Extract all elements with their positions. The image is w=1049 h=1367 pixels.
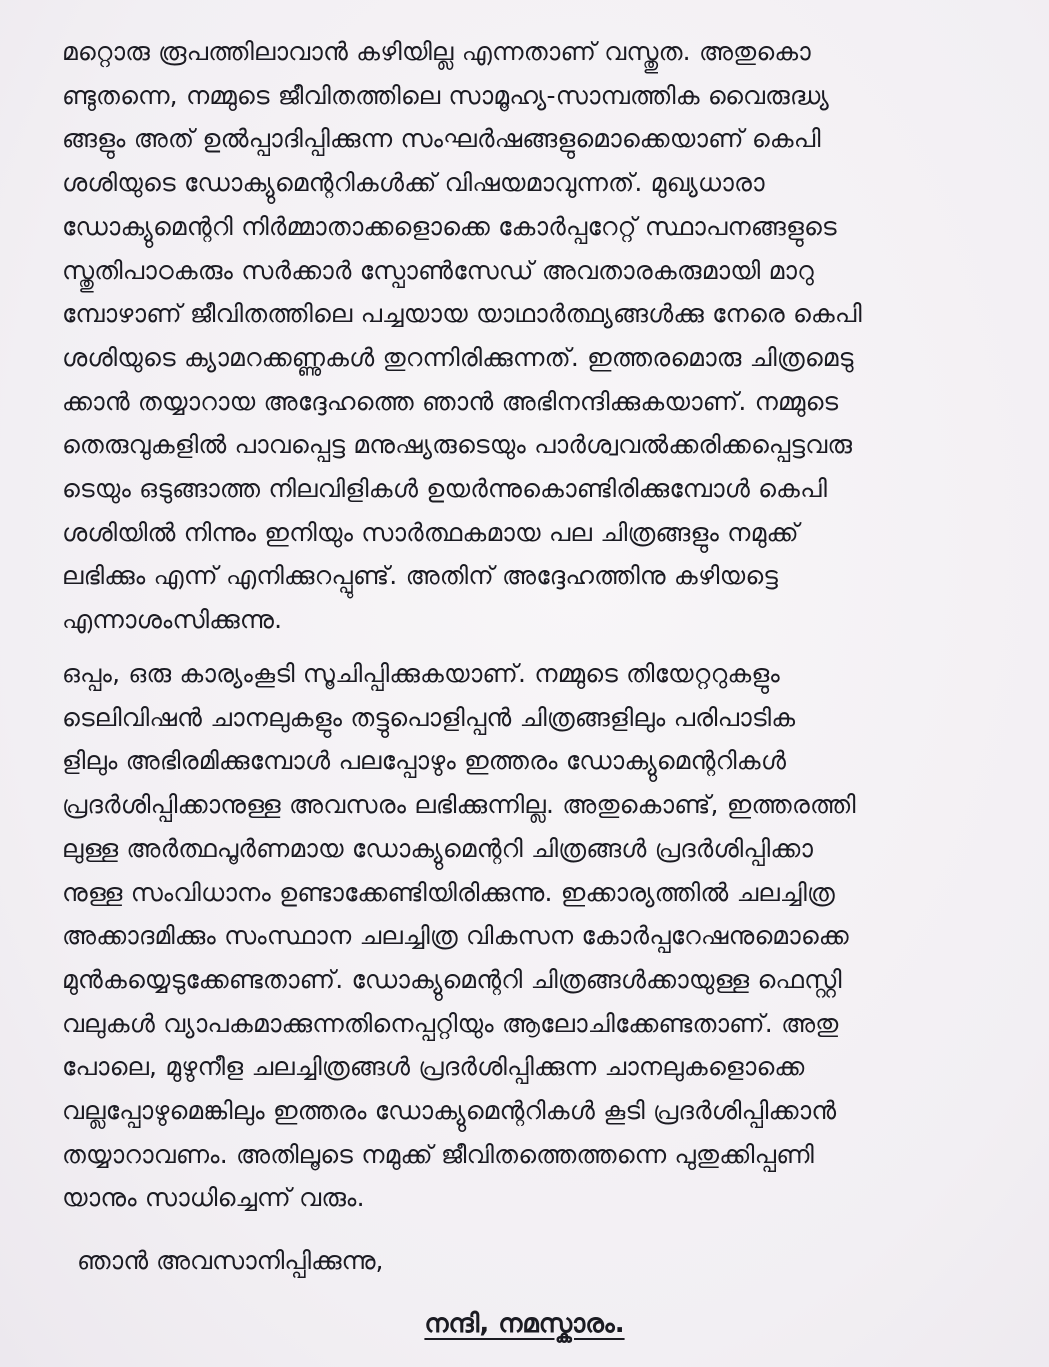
text-line: യാനും സാധിച്ചെന്ന് വരും. — [62, 1183, 365, 1213]
text-line: ഡോക്യുമെന്ററി നിർമ്മാതാക്കളൊക്കെ കോർപ്പറേറ്റ് സ്ഥാപനങ്ങളുടെ — [62, 211, 837, 241]
text-line: ളിലും അഭിരമിക്കുമ്പോൾ പലപ്പോഴും ഇത്തരം ഡോക്യുമെന്ററികൾ — [62, 746, 787, 776]
text-line: തയ്യാറാവണം. അതിലൂടെ നമുക്ക് ജീവിതത്തെത്തന്നെ പുതുക്കിപ്പണി — [62, 1139, 815, 1169]
text-line: ഒപ്പം, ഒരു കാര്യംകൂടി സൂചിപ്പിക്കുകയാണ്. നമ്മുടെ തിയേറ്ററുകളും — [62, 659, 780, 688]
text-line: ണ്ടുതന്നെ, നമ്മുടെ ജീവിതത്തിലെ സാമൂഹ്യ-സാമ്പത്തിക വൈരുദ്ധ്യ — [62, 80, 829, 110]
text-line: വലുകൾ വ്യാപകമാക്കുന്നതിനെപ്പറ്റിയും ആലോചിക്കേണ്ടതാണ്. അതു — [62, 1008, 839, 1038]
text-line: മുൻകയ്യെടുക്കേണ്ടതാണ്. ഡോക്യുമെന്ററി ചിത്രങ്ങൾക്കായുള്ള ഫെസ്റ്റി — [62, 964, 842, 994]
signoff-container — [0, 1306, 1049, 1342]
text-line: ങ്ങളും അത് ഉൽപ്പാദിപ്പിക്കുന്ന സംഘർഷങ്ങളുമൊക്കെയാണ് കെപി — [62, 124, 821, 154]
text-line: ടെലിവിഷൻ ചാനലുകളും തട്ടുപൊളിപ്പൻ ചിത്രങ്ങളിലും പരിപാടിക — [62, 702, 796, 732]
closing-line: ഞാൻ അവസാനിപ്പിക്കുന്നു, — [77, 1246, 384, 1275]
signoff-text: നന്ദി, നമസ്കാരം. — [424, 1309, 625, 1339]
text-line: ശശിയുടെ ക്യാമറക്കണ്ണുകൾ തുറന്നിരിക്കുന്നത്. ഇത്തരമൊരു ചിത്രമെടു — [62, 342, 854, 372]
text-line: മറ്റൊരു രൂപത്തിലാവാൻ കഴിയില്ല എന്നതാണ് വസ്തുത. അതുകൊ — [62, 37, 811, 66]
text-line: ക്കാൻ തയ്യാറായ അദ്ദേഹത്തെ ഞാൻ അഭിനന്ദിക്കുകയാണ്. നമ്മുടെ — [62, 386, 839, 416]
text-line: ശശിയുടെ ഡോക്യുമെന്ററികൾക്ക് വിഷയമാവുന്നത്. മുഖ്യധാരാ — [62, 168, 765, 198]
text-line: ലുള്ള അർത്ഥപൂർണമായ ഡോക്യുമെന്ററി ചിത്രങ്ങൾ പ്രദർശിപ്പിക്കാ — [62, 833, 814, 863]
text-line: പ്രദർശിപ്പിക്കാനുള്ള അവസരം ലഭിക്കുന്നില്ല. അതുകൊണ്ട്, ഇത്തരത്തി — [62, 790, 856, 820]
text-line: അക്കാദമിക്കും സംസ്ഥാന ചലച്ചിത്ര വികസന കോർപ്പറേഷനുമൊക്കെ — [62, 921, 849, 951]
text-line: എന്നാശംസിക്കുന്നു. — [62, 605, 283, 635]
paragraph-1 — [62, 30, 962, 642]
text-line: സ്തുതിപാഠകരും സർക്കാർ സ്പോൺസേഡ് അവതാരകരുമായി മാറു — [62, 255, 814, 285]
text-line: തെരുവുകളിൽ പാവപ്പെട്ട മനുഷ്യരുടെയും പാർശ്വവൽക്കരിക്കപ്പെട്ടവരു — [62, 430, 853, 460]
text-line: മ്പോഴാണ് ജീവിതത്തിലെ പച്ചയായ യാഥാർത്ഥ്യങ്ങൾക്കു നേരെ കെപി — [62, 299, 862, 329]
text-line: നുള്ള സംവിധാനം ഉണ്ടാക്കേണ്ടിയിരിക്കുന്നു. ഇക്കാര്യത്തിൽ ചലച്ചിത്ര — [62, 877, 835, 907]
paragraph-2 — [62, 652, 962, 1220]
text-line: ടെയും ഒടുങ്ങാത്ത നിലവിളികൾ ഉയർന്നുകൊണ്ടിരിക്കുമ്പോൾ കെപി — [62, 474, 828, 504]
text-line: ലഭിക്കും എന്ന് എനിക്കുറപ്പുണ്ട്. അതിന് അദ്ദേഹത്തിനു കഴിയട്ടെ — [62, 561, 779, 591]
text-line: പോലെ, മുഴുനീള ചലച്ചിത്രങ്ങൾ പ്രദർശിപ്പിക്കുന്ന ചാനലുകളൊക്കെ — [62, 1052, 805, 1082]
text-line: വല്ലപ്പോഴുമെങ്കിലും ഇത്തരം ഡോക്യുമെന്ററികൾ കൂടി പ്രദർശിപ്പിക്കാൻ — [62, 1096, 837, 1126]
text-line: ശശിയിൽ നിന്നും ഇനിയും സാർത്ഥകമായ പല ചിത്രങ്ങളും നമുക്ക് — [62, 517, 799, 547]
